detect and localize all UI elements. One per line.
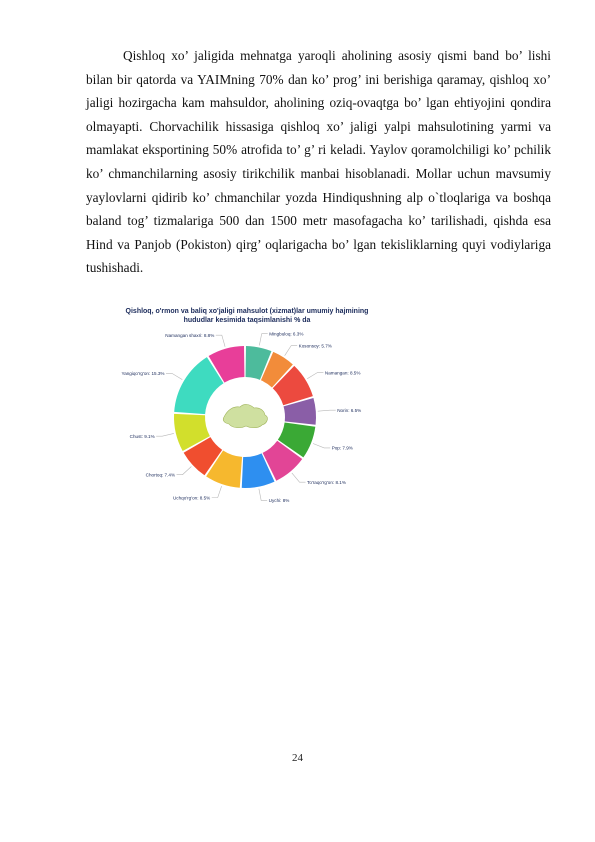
page-number: 24 bbox=[292, 752, 303, 764]
slice-label: Mingbuloq: 6.3% bbox=[269, 331, 304, 337]
slice-label: Chust: 9.1% bbox=[129, 433, 155, 439]
leader-line bbox=[166, 373, 182, 379]
leader-line bbox=[216, 335, 225, 347]
slice-label: Norin: 6.5% bbox=[337, 408, 362, 414]
slice-label: Kosonsoy: 5.7% bbox=[298, 343, 332, 349]
body-paragraph: Qishloq xo’ jaligida mehnatga yaroqli aholining asosiy qismi band bo’ lishi bilan bir qatorda va YAIMning 70% dan ko’ prog’ ini berishiga qaramay, qishloq xo’ jaligi hozirgacha kam mahsuldor, aholining oziq-ovaqtga bo’ lgan ehtiyojini qondira olmayapti. Chorvachilik hissasiga qishloq xo’ jaligi yalpi mahsulotining yarmi va mamlakat eksportining 50% atrofida to’ g’ ri keladi. Yaylov qoramolchiligi ko’ pchilik ko’ chmanchilarning asosiy tirikchilik manbai hisoblanadi. Mollar uchun mavsumiy yaylovlarni qidirib ko’ chmanchilar yozda Hindiqushning alp o`tloqlariga va boshqa baland tog’ tizmalariga 500 dan 1500 metr masofagacha ko’ tarilishadi, qishda esa Hind va Panjob (Pokiston) qirg’ oqlarigacha bo’ lgan tekisliklarning quyi vodiylariga tushishadi. bbox=[86, 48, 551, 276]
slice-label: Pop: 7.9% bbox=[331, 445, 353, 451]
leader-line bbox=[292, 473, 306, 482]
slice-label: Uchqo'rg'on: 8.5% bbox=[172, 495, 211, 501]
slice-label: Uychi: 8% bbox=[268, 498, 290, 503]
slice-label: To'raqo'rg'on: 8.1% bbox=[307, 479, 346, 485]
chart-title: Qishloq, o'rmon va baliq xo'jaligi mahsulot (xizmat)lar umumiy hajmining hududlar kesimida taqsimlanishi % da bbox=[125, 308, 369, 324]
region-map-icon bbox=[223, 404, 267, 427]
leader-line bbox=[177, 467, 192, 475]
leader-line bbox=[318, 410, 336, 411]
leader-line bbox=[313, 444, 330, 448]
leader-line bbox=[212, 486, 222, 497]
slice-label: Chortoq: 7.4% bbox=[145, 472, 176, 478]
leader-line bbox=[307, 373, 323, 379]
leader-line bbox=[259, 334, 267, 346]
leader-line bbox=[259, 489, 267, 501]
donut-chart bbox=[112, 307, 378, 503]
slice-label: Yangiqo'rg'on: 15.3% bbox=[121, 371, 165, 377]
slice-label: Namangan shaxri: 8.8% bbox=[165, 333, 215, 339]
chart-svg bbox=[112, 307, 382, 503]
leader-line bbox=[156, 433, 174, 436]
slice-label: Namangan: 8.5% bbox=[324, 370, 361, 376]
leader-line bbox=[285, 346, 298, 356]
